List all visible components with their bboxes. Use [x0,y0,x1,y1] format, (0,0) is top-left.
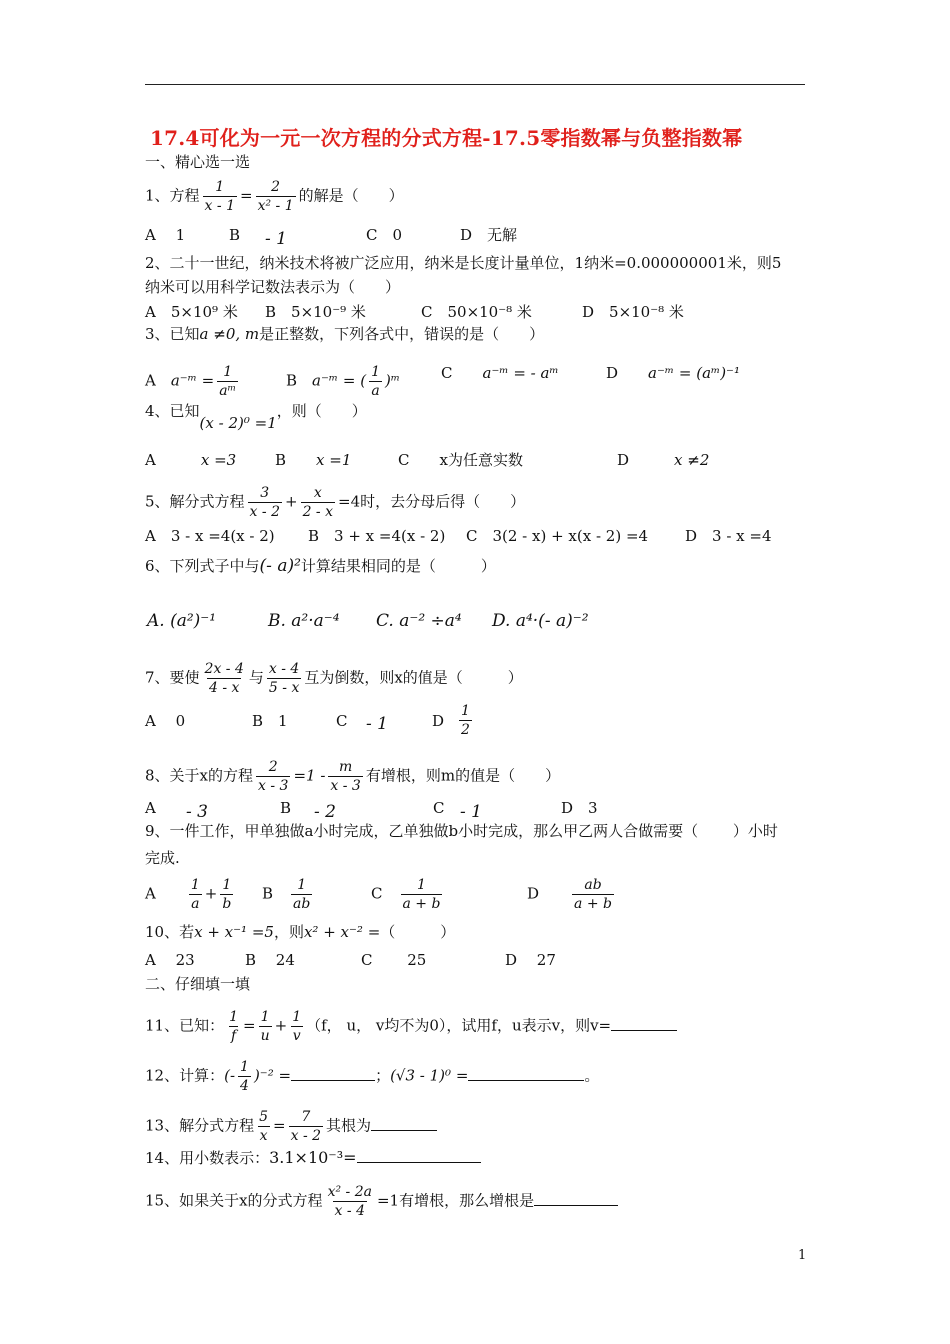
question-15: 15、如果关于x的分式方程 $\frac{\text{x² - 2a}}{x - 4}$ =1有增根，那么增根是 [145,1183,807,1220]
question-7: 7、要使 $\frac{2x - 4}{4 - x}$ 与 $\frac{x - 4}{5 - x}$ 互为倒数，则x的值是（ ） [145,661,523,696]
q5-option-c: C 3(2 - x) + x(x - 2) =4 [466,527,649,545]
fraction: $\frac{1}{x - 1}$ [204,179,235,214]
q1-option-a: A 1 [145,226,186,244]
q7-option-a: A 0 [145,712,186,730]
q1-option-c: C 0 [366,226,403,244]
fraction: $\frac{2}{\text{x² - 1}}$ [257,179,294,214]
question-1: 1、方程 $\frac{1}{x - 1}$ = $\frac{2}{\text{x² - 1}}$ 的解是（ ） [145,179,404,214]
question-14: 14、用小数表示：3.1×10⁻³= [145,1148,807,1168]
q10-option-a: A 23 [145,951,195,969]
q5-option-b: B 3 + x =4(x - 2) [308,527,446,545]
q8-option-a-label: A [145,799,156,817]
page-title: 17.4可化为一元一次方程的分式方程-17.5零指数幂与负整指数幂 [150,126,743,150]
q7-option-c-label: C [336,712,348,730]
header-rule [145,84,805,85]
q8-option-c: - 1 [460,802,482,822]
answer-blank[interactable] [534,1191,618,1206]
section-heading-2: 二、仔细填一填 [145,975,251,993]
question-10: 10、若x + x⁻¹ =5，则x² + x⁻² =（ ） [145,923,456,941]
q7-option-b: B 1 [252,712,288,730]
q4-option-c: C x为任意实数 [398,451,523,469]
q7-option-d-label: D [432,712,445,730]
q7-option-c: - 1 [366,714,388,734]
answer-blank[interactable] [291,1066,375,1081]
question-2-line-1: 2、二十一世纪，纳米技术将被广泛应用，纳米是长度计量单位，1纳米=0.000000001米，则5 [145,254,782,272]
answer-blank[interactable] [357,1148,481,1163]
q3-option-b: B a⁻ᵐ = ( $\frac{1}{a}$ )ᵐ [286,364,401,399]
q9-option-d: D $\frac{ab}{a + b}$ [527,877,612,912]
q8-option-d: D 3 [561,799,598,817]
question-3: 3、已知a ≠0, m是正整数，下列各式中，错误的是（ ） [145,325,545,343]
q9-option-b: B $\frac{1}{ab}$ [262,877,311,912]
question-9-line-1: 9、一件工作，甲单独做a小时完成，乙单独做b小时完成，那么甲乙两人合做需要（ ）小时 [145,822,778,840]
q6-option-a: A. (a²)⁻¹ [147,611,217,631]
answer-blank[interactable] [371,1116,437,1131]
q2-option-b: B 5×10⁻⁹ 米 [265,303,366,321]
question-11: 11、已知： $\frac{1}{f}$ = $\frac{1}{u}$ + $\frac{1}{v}$ （f， u， v均不为0），试用f，u表示v，则v= [145,1008,807,1045]
q10-option-d: D 27 [505,951,556,969]
question-8: 8、关于x的方程 $\frac{2}{x - 3}$ =1 - $\frac{m}{x - 3}$ 有增根，则m的值是（ ） [145,759,561,794]
q1-option-d: D 无解 [460,226,518,244]
q6-option-d: D. a⁴·(- a)⁻² [492,611,589,631]
question-6: 6、下列式子中与(- a)²计算结果相同的是（ ） [145,556,496,576]
q2-option-d: D 5×10⁻⁸ 米 [582,303,684,321]
q2-option-a: A 5×10⁹ 米 [145,303,238,321]
q4-option-b: B x =1 [275,451,352,469]
answer-blank[interactable] [611,1016,677,1031]
q2-option-c: C 50×10⁻⁸ 米 [421,303,532,321]
question-5: 5、解分式方程 $\frac{3}{x - 2}$ + $\frac{x}{2 - x}$ =4时，去分母后得（ ） [145,485,526,520]
q4-option-a: A x =3 [145,451,237,469]
question-4: 4、已知(x - 2)⁰ =1，则（ ） [145,402,367,432]
q3-option-a: A a⁻ᵐ = $\frac{1}{\text{aᵐ}}$ [145,364,237,399]
q5-option-a: A 3 - x =4(x - 2) [145,527,275,545]
q8-option-c-label: C [433,799,445,817]
q10-option-c: C 25 [361,951,427,969]
q9-option-c: C $\frac{1}{a + b}$ [371,877,441,912]
section-heading-1: 一、精心选一选 [145,153,251,171]
q9-option-a: A $\frac{1}{a}$ + $\frac{1}{b}$ [145,877,232,912]
answer-blank[interactable] [468,1066,584,1081]
q6-option-c: C. a⁻² ÷a⁴ [376,611,462,631]
q1-option-b-label: B [229,226,241,244]
question-2-line-2: 纳米可以用科学记数法表示为（ ） [145,278,401,296]
q6-option-b: B. a²·a⁻⁴ [268,611,340,631]
q4-option-d: D x ≠2 [617,451,710,469]
question-12: 12、计算：(- $\frac{1}{4}$ )⁻² = ；(√3 - 1)⁰ = 。 [145,1059,600,1094]
q5-option-d: D 3 - x =4 [685,527,772,545]
q8-option-a: - 3 [186,802,208,822]
question-13: 13、解分式方程 $\frac{5}{x}$ = $\frac{7}{x - 2}$ 其根为 [145,1108,807,1145]
q1-option-b: - 1 [265,229,287,249]
q3-option-d: D a⁻ᵐ = (aᵐ)⁻¹ [606,364,740,382]
q8-option-b-label: B [280,799,292,817]
q10-option-b: B 24 [245,951,295,969]
q3-option-c: C a⁻ᵐ = - aᵐ [441,364,559,382]
q7-option-d: $\frac{1}{2}$ [461,703,470,738]
page-number: 1 [798,1248,807,1263]
question-9-line-2: 完成. [145,849,180,867]
q8-option-b: - 2 [314,802,336,822]
